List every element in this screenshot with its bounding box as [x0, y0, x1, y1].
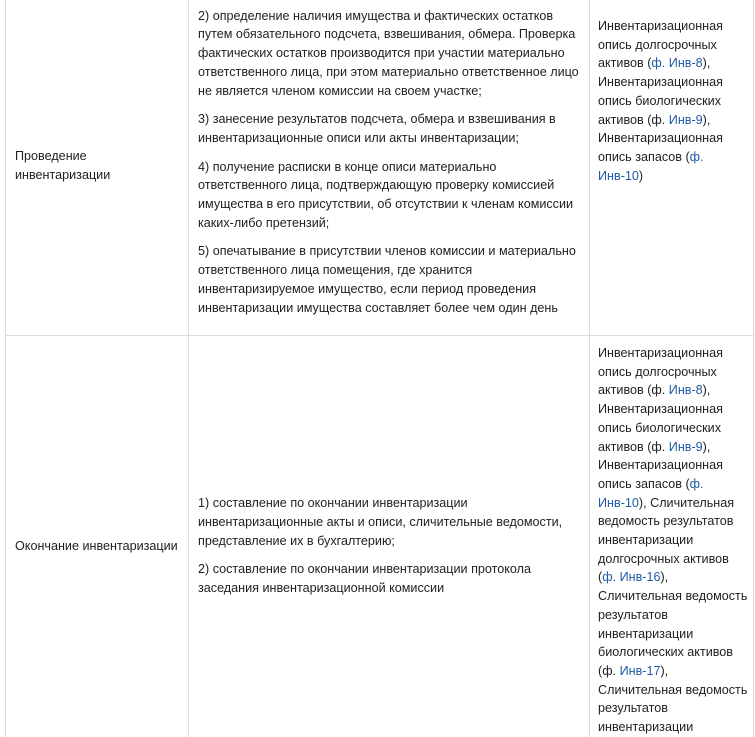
- action-item: 2) составление по окончании инвентаризации протокола заседания инвентаризационной комиссии: [198, 562, 531, 596]
- action-item: 4) получение расписки в конце описи материально ответственного лица, подтверждающую проверку комиссией имущества в его присутствии, об отсутствии к членам комиссии каких-либо претензий;: [198, 159, 574, 230]
- document-text: ),: [702, 112, 711, 127]
- stage-cell: [6, 0, 189, 336]
- inventory-stages-table: [5, 0, 754, 737]
- action-item: 2) определение наличия имущества и фактических остатков путем обязательного подсчета, взвешивания, обмера. Проверка фактических остатков производится при участии материально ответственного лица, при этом материально ответственное лицо не является членом комиссии на своем участке;: [198, 8, 579, 98]
- document-text: Инвентаризационная опись запасов (: [598, 458, 723, 491]
- document-text: Инвентаризационная опись запасов (: [598, 131, 723, 164]
- document-link-inv-10[interactable]: ф. Инв-10: [598, 476, 704, 510]
- document-text: ),: [702, 383, 711, 398]
- document-text: Сличительная ведомость результатов инвентаризации: [598, 682, 748, 735]
- document-text: ),: [660, 570, 669, 585]
- actions-cell: [189, 0, 590, 336]
- document-text: Инвентаризационная опись долгосрочных активов (: [598, 19, 723, 71]
- documents-cell: [590, 0, 754, 336]
- document-link-inv-16[interactable]: ф. Инв-16: [602, 570, 661, 585]
- document-link-inv-8[interactable]: ф. Инв-8: [651, 56, 703, 71]
- document-link-inv-10[interactable]: ф. Инв-10: [598, 149, 704, 183]
- stage-cell: [6, 336, 189, 737]
- stage-label: Проведение инвентаризации: [15, 149, 111, 182]
- action-item: 3) занесение результатов подсчета, обмера и взвешивания в инвентаризационные описи или акты инвентаризации;: [198, 112, 556, 145]
- document-text: Сличительная ведомость результатов инвентаризации долгосрочных активов (: [598, 495, 735, 585]
- document-link-inv-17[interactable]: Инв-17: [619, 663, 661, 678]
- document-text: Сличительная ведомость результатов инвентаризации биологических активов (ф.: [598, 589, 748, 678]
- document-link-inv-8[interactable]: Инв-8: [668, 383, 703, 398]
- document-text: ),: [702, 439, 711, 454]
- document-text: Инвентаризационная опись долгосрочных активов (ф.: [598, 346, 723, 398]
- document-text: ): [638, 168, 644, 183]
- table-row: [6, 336, 754, 737]
- action-item: 5) опечатывание в присутствии членов комиссии и материально ответственного лица помещения, где хранится инвентаризируемое имущество, если период проведения инвентаризации имущества составляет более чем один день: [198, 244, 576, 315]
- documents-cell: [590, 336, 754, 737]
- document-link-inv-9[interactable]: Инв-9: [668, 112, 703, 127]
- stage-label: Окончание инвентаризации: [15, 538, 178, 553]
- document-text: Инвентаризационная опись биологических активов (ф.: [598, 402, 723, 454]
- action-item: 1) составление по окончании инвентаризации инвентаризационные акты и описи, сличительные ведомости, представление их в бухгалтерию;: [198, 496, 563, 548]
- document-text: Инвентаризационная опись биологических активов (ф.: [598, 75, 723, 127]
- document-text: ),: [638, 495, 647, 510]
- document-text: ),: [660, 663, 669, 678]
- document-link-inv-9[interactable]: Инв-9: [668, 439, 703, 454]
- actions-cell: [189, 336, 590, 737]
- documents-list: [590, 0, 753, 185]
- document-text: ),: [702, 56, 711, 71]
- documents-list: [590, 336, 753, 737]
- table-row: [6, 0, 754, 336]
